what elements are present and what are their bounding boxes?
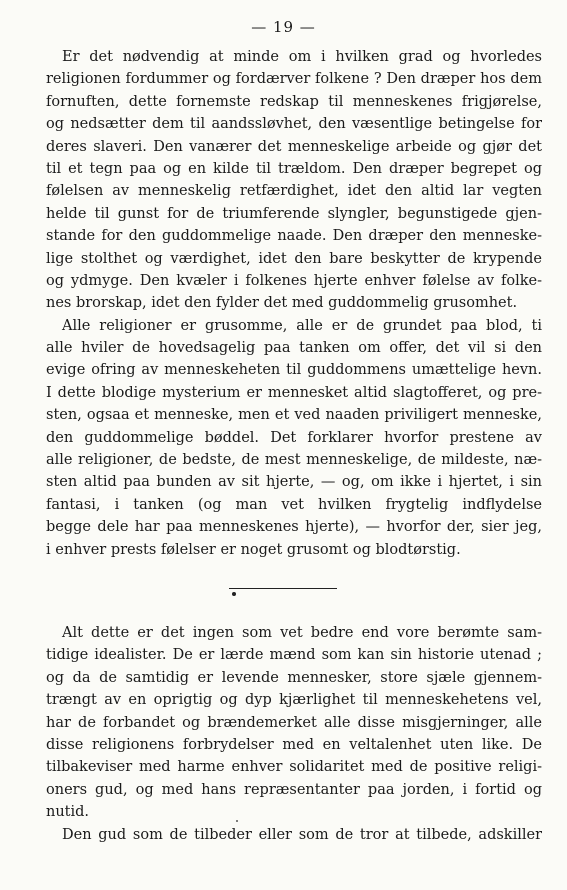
text-line: Alle religioner er grusomme, alle er de grundet paa blod, ti xyxy=(62,317,542,334)
separator-dot xyxy=(232,592,236,596)
text-line: disse religionens forbrydelser med en veltalenhet uten like. De xyxy=(46,736,542,753)
text-line: deres slaveri. Den vanærer det menneskelige arbeide og gjør det xyxy=(46,138,542,155)
text-line: den guddommelige bøddel. Det forklarer hvorfor prestene av xyxy=(46,429,542,446)
text-line: religionen fordummer og fordærver folkene ? Den dræper hos dem xyxy=(46,71,542,88)
text-line: i enhver prests følelser er noget grusomt og blodtørstig. xyxy=(46,541,461,558)
text-line: har de forbandet og brændemerket alle disse misgjerninger, alle xyxy=(46,714,542,731)
text-line: Alt dette er det ingen som vet bedre end vore berømte sam- xyxy=(62,625,542,641)
text-line: nes brorskap, idet den fylder det med guddommelig grusomhet. xyxy=(46,295,518,312)
text-line: begge dele har paa menneskenes hjerte), — hvorfor der, sier jeg, xyxy=(46,519,542,536)
text-line: Den gud som de tilbeder eller som de tror at tilbede, adskiller xyxy=(62,826,542,843)
page-number: — 19 — xyxy=(251,18,316,36)
text-line: helde til gunst for de triumferende slyngler, begunstigede gjen- xyxy=(46,205,542,222)
text-line: tidige idealister. De er lærde mænd som kan sin historie utenad ; xyxy=(46,647,542,664)
text-line: og nedsætter dem til aandssløvhet, den væsentlige betingelse for xyxy=(46,116,542,133)
text-line: evige ofring av menneskeheten til guddommens umættelige hevn. xyxy=(46,362,542,379)
text-line: alle hviler de hovedsagelig paa tanken om offer, det vil si den xyxy=(46,340,542,357)
text-line: alle religioner, de bedste, de mest menneskelige, de mildeste, næ- xyxy=(46,452,542,469)
text-line: tilbakeviser med harme enhver solidaritet med de positive religi- xyxy=(46,759,542,776)
text-line: nutid. xyxy=(46,804,90,821)
text-line: fantasi, i tanken (og man vet hvilken frygtelig indflydelse xyxy=(46,496,542,513)
section-separator xyxy=(229,588,337,589)
text-line: sten altid paa bunden av sit hjerte, — og, om ikke i hjertet, i sin xyxy=(46,474,542,491)
text-block-upper xyxy=(46,46,542,561)
text-line: til et tegn paa og en kilde til trældom. Den dræper begrepet og xyxy=(46,160,542,177)
text-line: oners gud, og med hans repræsentanter paa jorden, i fortid og xyxy=(46,781,542,798)
text-line: stande for den guddommelige naade. Den dræper den menneske- xyxy=(46,228,542,245)
text-line: trængt av en oprigtig og dyp kjærlighet til menneskehetens vel, xyxy=(46,692,542,709)
text-block-lower xyxy=(46,622,542,846)
text-line: sten, ogsaa et menneske, men et ved naaden priviligert menneske, xyxy=(46,407,542,424)
text-line: I dette blodige mysterium er mennesket altid slagtofferet, og pre- xyxy=(46,384,542,401)
text-line: lige stolthet og værdighet, idet den bare beskytter de krypende xyxy=(46,250,542,267)
text-line: fornuften, dette fornemste redskap til menneskenes frigjørelse, xyxy=(46,93,542,110)
text-line: Er det nødvendig at minde om i hvilken grad og hvorledes xyxy=(62,49,542,65)
text-line: og ydmyge. Den kvæler i folkenes hjerte enhver følelse av folke- xyxy=(46,272,542,289)
text-line: følelsen av menneskelig retfærdighet, idet den altid lar vegten xyxy=(46,183,542,200)
text-line: og da de samtidig er levende mennesker, store sjæle gjennem- xyxy=(46,669,542,686)
print-speck xyxy=(236,820,238,822)
